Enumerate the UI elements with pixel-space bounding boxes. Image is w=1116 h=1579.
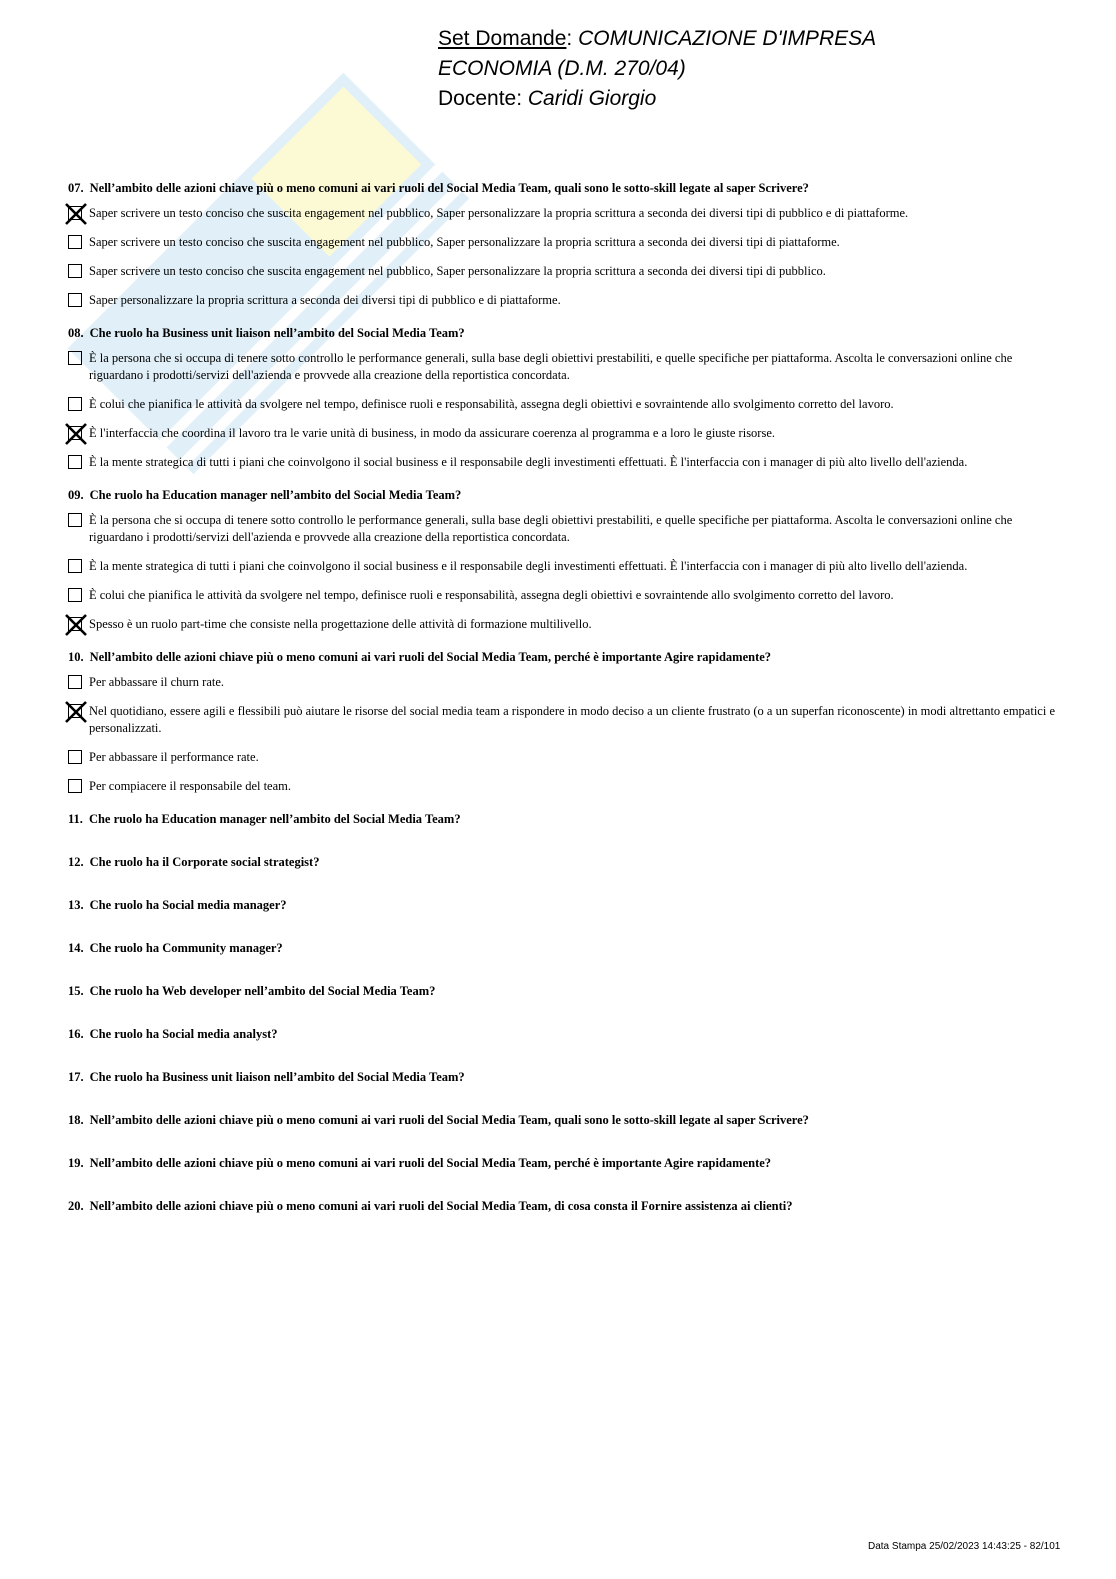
checkbox-icon[interactable] <box>68 675 82 689</box>
answer-option <box>68 778 1058 795</box>
answer-option <box>68 703 1058 737</box>
subject-name: COMUNICAZIONE D'IMPRESA <box>578 27 877 50</box>
question-title <box>68 325 1058 341</box>
question-title <box>68 180 1058 196</box>
option-text: Per compiacere il responsabile del team. <box>89 779 292 793</box>
checkbox-icon[interactable] <box>68 351 82 365</box>
option-text: Per abbassare il churn rate. <box>89 675 225 689</box>
question-text: Che ruolo ha Community manager? <box>89 941 283 955</box>
checkbox-icon[interactable] <box>68 293 82 307</box>
question-block <box>68 487 1058 633</box>
question-number: 07. <box>68 181 84 195</box>
multiple-choice-questions <box>68 180 1058 795</box>
option-text: Per abbassare il performance rate. <box>89 750 259 764</box>
question-text: Che ruolo ha Education manager nell’ambito del Social Media Team? <box>88 812 461 826</box>
question-number: 15. <box>68 984 84 998</box>
question-number: 13. <box>68 898 84 912</box>
open-question <box>68 811 1058 827</box>
open-question <box>68 1112 1058 1128</box>
question-text: Nell’ambito delle azioni chiave più o meno comuni ai vari ruoli del Social Media Team, perché è importante Agire rapidamente? <box>89 650 772 664</box>
checkbox-icon[interactable] <box>68 455 82 469</box>
checkbox-icon[interactable] <box>68 264 82 278</box>
set-label: Set Domande <box>438 27 567 50</box>
answer-option <box>68 234 1058 251</box>
question-number: 16. <box>68 1027 84 1041</box>
question-number: 19. <box>68 1156 84 1170</box>
answer-option <box>68 674 1058 691</box>
answer-option <box>68 263 1058 280</box>
open-question <box>68 940 1058 956</box>
question-title <box>68 487 1058 503</box>
cross-mark-icon <box>64 613 88 637</box>
checkbox-icon[interactable] <box>68 779 82 793</box>
question-block <box>68 325 1058 471</box>
question-list <box>68 180 1058 1241</box>
open-question <box>68 854 1058 870</box>
teacher-name: Caridi Giorgio <box>527 87 657 110</box>
option-text: Saper personalizzare la propria scrittura a seconda dei diversi tipi di pubblico e di piattaforme. <box>89 293 561 307</box>
question-number: 10. <box>68 650 84 664</box>
answer-option <box>68 616 1058 633</box>
checkbox-icon[interactable] <box>68 235 82 249</box>
question-number: 14. <box>68 941 84 955</box>
option-text: È colui che pianifica le attività da svolgere nel tempo, definisce ruoli e responsabilità, assegna degli obiettivi e sovraintende allo svolgimento corretto del lavoro. <box>89 397 894 411</box>
option-text: Nel quotidiano, essere agili e flessibili può aiutare le risorse del social media team a rispondere in modo deciso a un cliente frustrato (o a un superfan riconoscente) in modi altrettanto empatici e personalizzati. <box>89 704 1055 735</box>
answer-option <box>68 425 1058 442</box>
option-text: È la persona che si occupa di tenere sotto controllo le performance generali, sulla base degli obiettivi prestabiliti, e quelle specifiche per piattaforma. Ascolta le conversazioni online che riguardano i prodotti/servizi dell'azienda e provvede alla creazione della reportistica concordata. <box>89 351 1013 382</box>
option-text: Saper scrivere un testo conciso che suscita engagement nel pubblico, Saper personalizzare la propria scrittura a seconda dei diversi tipi di pubblico e di piattaforme. <box>89 206 909 220</box>
question-text: Che ruolo ha Web developer nell’ambito del Social Media Team? <box>89 984 436 998</box>
question-block <box>68 649 1058 795</box>
answer-option <box>68 205 1058 222</box>
teacher-label: Docente <box>438 87 517 110</box>
print-footer: Data Stampa 25/02/2023 14:43:25 - 82/101 <box>868 1541 1061 1552</box>
question-text: Che ruolo ha Business unit liaison nell’ambito del Social Media Team? <box>89 1070 465 1084</box>
question-number: 11. <box>68 812 83 826</box>
option-text: È la mente strategica di tutti i piani che coinvolgono il social business e il responsabile degli investimenti effettuati. È l'interfaccia con i manager di più alto livello dell'azienda. <box>89 559 968 573</box>
cross-mark-icon <box>64 422 88 446</box>
answer-option <box>68 512 1058 546</box>
answer-option <box>68 396 1058 413</box>
answer-option <box>68 749 1058 766</box>
question-number: 08. <box>68 326 84 340</box>
question-text: Che ruolo ha Business unit liaison nell’ambito del Social Media Team? <box>89 326 465 340</box>
open-question <box>68 1026 1058 1042</box>
question-text: Nell’ambito delle azioni chiave più o meno comuni ai vari ruoli del Social Media Team, quali sono le sotto-skill legate al saper Scrivere? <box>89 181 809 195</box>
answer-option <box>68 587 1058 604</box>
course-name: ECONOMIA (D.M. 270/04) <box>438 57 686 80</box>
open-question <box>68 1155 1058 1171</box>
open-question <box>68 1069 1058 1085</box>
answer-option <box>68 454 1058 471</box>
option-text: Spesso è un ruolo part-time che consiste nella progettazione delle attività di formazione multilivello. <box>89 617 592 631</box>
checked-box-icon[interactable] <box>68 617 82 631</box>
question-text: Nell’ambito delle azioni chiave più o meno comuni ai vari ruoli del Social Media Team, quali sono le sotto-skill legate al saper Scrivere? <box>89 1113 809 1127</box>
open-question <box>68 897 1058 913</box>
header-line-teacher: Docente: Caridi Giorgio <box>438 87 657 110</box>
header-line-course <box>438 54 876 84</box>
question-text: Nell’ambito delle azioni chiave più o meno comuni ai vari ruoli del Social Media Team, perché è importante Agire rapidamente? <box>89 1156 772 1170</box>
document-header <box>438 24 876 114</box>
checked-box-icon[interactable] <box>68 426 82 440</box>
open-questions <box>68 811 1058 1214</box>
checked-box-icon[interactable] <box>68 704 82 718</box>
question-text: Che ruolo ha il Corporate social strategist? <box>89 855 320 869</box>
option-text: È la mente strategica di tutti i piani che coinvolgono il social business e il responsabile degli investimenti effettuati. È l'interfaccia con i manager di più alto livello dell'azienda. <box>89 455 968 469</box>
answer-option <box>68 350 1058 384</box>
answer-option <box>68 292 1058 309</box>
question-number: 20. <box>68 1199 84 1213</box>
answer-option <box>68 558 1058 575</box>
option-text: È colui che pianifica le attività da svolgere nel tempo, definisce ruoli e responsabilità, assegna degli obiettivi e sovraintende allo svolgimento corretto del lavoro. <box>89 588 894 602</box>
open-question <box>68 1198 1058 1214</box>
cross-mark-icon <box>64 202 88 226</box>
option-text: È l'interfaccia che coordina il lavoro tra le varie unità di business, in modo da assicurare coerenza al programma e a loro le giuste risorse. <box>89 426 776 440</box>
checkbox-icon[interactable] <box>68 750 82 764</box>
question-title <box>68 649 1058 665</box>
checkbox-icon[interactable] <box>68 513 82 527</box>
question-text: Che ruolo ha Education manager nell’ambito del Social Media Team? <box>89 488 462 502</box>
question-number: 12. <box>68 855 84 869</box>
question-number: 09. <box>68 488 84 502</box>
checked-box-icon[interactable] <box>68 206 82 220</box>
question-text: Nell’ambito delle azioni chiave più o meno comuni ai vari ruoli del Social Media Team, di cosa consta il Fornire assistenza ai clienti? <box>89 1199 793 1213</box>
option-text: Saper scrivere un testo conciso che suscita engagement nel pubblico, Saper personalizzare la propria scrittura a seconda dei diversi tipi di piattaforme. <box>89 235 840 249</box>
question-text: Che ruolo ha Social media analyst? <box>89 1027 278 1041</box>
question-block <box>68 180 1058 309</box>
header-line-subject: Set Domande: COMUNICAZIONE D'IMPRESA <box>438 27 877 50</box>
cross-mark-icon <box>64 700 88 724</box>
question-text: Che ruolo ha Social media manager? <box>89 898 287 912</box>
checkbox-icon[interactable] <box>68 588 82 602</box>
question-number: 17. <box>68 1070 84 1084</box>
checkbox-icon[interactable] <box>68 397 82 411</box>
question-number: 18. <box>68 1113 84 1127</box>
open-question <box>68 983 1058 999</box>
checkbox-icon[interactable] <box>68 559 82 573</box>
option-text: Saper scrivere un testo conciso che suscita engagement nel pubblico, Saper personalizzare la propria scrittura a seconda dei diversi tipi di pubblico. <box>89 264 826 278</box>
option-text: È la persona che si occupa di tenere sotto controllo le performance generali, sulla base degli obiettivi prestabiliti, e quelle specifiche per piattaforma. Ascolta le conversazioni online che riguardano i prodotti/servizi dell'azienda e provvede alla creazione della reportistica concordata. <box>89 513 1013 544</box>
